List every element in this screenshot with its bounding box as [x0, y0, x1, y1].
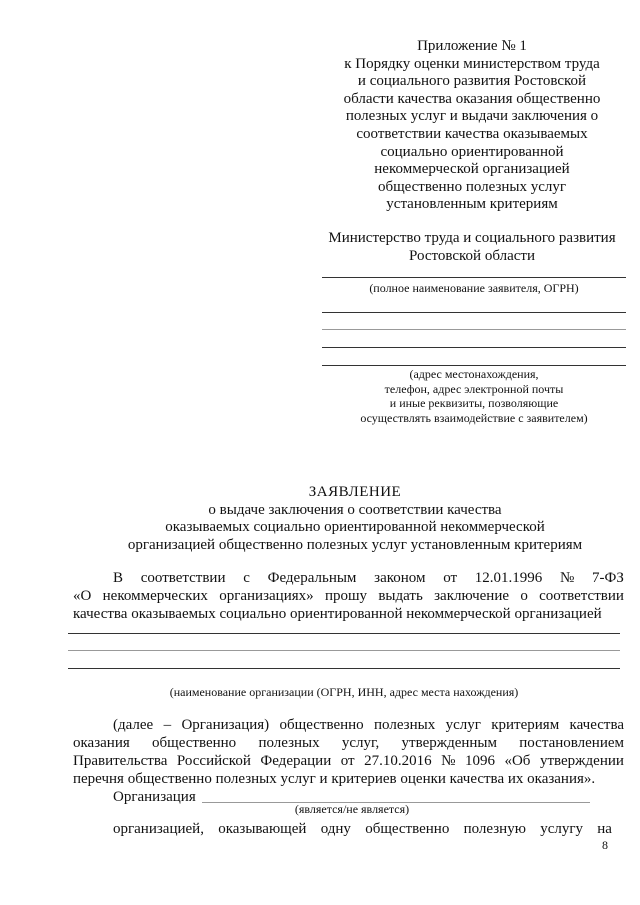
appendix-line: Приложение № 1: [417, 38, 527, 54]
org-name-line: [68, 650, 620, 651]
para2-line4: перечня общественно полезных услуг и критериев оценки качества их оказания».: [73, 771, 596, 787]
address-line: [322, 329, 626, 330]
title-line: оказываемых социально ориентированной некоммерческой: [165, 519, 545, 536]
address-line: [322, 365, 626, 366]
appendix-line: соответствии качества оказываемых: [356, 125, 588, 142]
para2-line3: Правительства Российской Федерации от 27.10.2016 № 1096 «Об утверждении: [73, 753, 624, 769]
title-line: организацией общественно полезных услуг установленным критериям: [127, 536, 583, 553]
document-heading: ЗАЯВЛЕНИЕ: [308, 484, 402, 500]
appendix-line: установленным критериям: [386, 196, 558, 213]
ministry-line: Ростовской области: [409, 247, 535, 264]
appendix-line: социально ориентированной: [380, 143, 564, 160]
appendix-line: некоммерческой организацией: [374, 161, 570, 178]
appendix-line: полезных услуг и выдачи заключения о: [345, 108, 599, 125]
appendix-line: области качества оказания общественно: [343, 90, 601, 107]
title-line: о выдаче заключения о соответствии качества: [208, 501, 502, 518]
ministry-line: Министерство труда и социального развития: [328, 230, 616, 246]
address-caption: (адрес местонахождения, телефон, адрес электронной почты и иные реквизиты, позволяющие осуществлять взаимодействие с заявителем): [360, 367, 588, 425]
addressee-ministry: [322, 230, 622, 265]
page-number: 8: [602, 838, 608, 852]
org-label: Организация: [113, 789, 196, 805]
appendix-block: [322, 38, 622, 214]
is-caption: (является/не является): [294, 802, 410, 816]
para2-line2: оказания общественно полезных услуг, утвержденным постановлением: [73, 735, 624, 751]
applicant-caption: (полное наименование заявителя, ОГРН): [369, 281, 579, 295]
document-title: [60, 484, 640, 554]
address-line: [322, 347, 626, 348]
org-name-line: [68, 633, 620, 634]
applicant-name-line: [322, 277, 626, 278]
para1-line2: «О некоммерческих организациях» прошу выдать заключение о соответствии: [73, 588, 624, 604]
appendix-line: и социального развития Ростовской: [357, 73, 587, 90]
para1-line3: качества оказываемых социально ориентированной некоммерческой организацией: [73, 606, 602, 622]
appendix-line: общественно полезных услуг: [377, 178, 567, 195]
para1-line1: В соответствии с Федеральным законом от 12.01.1996 № 7-ФЗ: [113, 570, 624, 586]
appendix-line: к Порядку оценки министерством труда: [344, 55, 600, 72]
org-caption: (наименование организации (ОГРН, ИНН, адрес места нахождения): [169, 685, 519, 699]
org-name-line: [68, 668, 620, 669]
address-line: [322, 312, 626, 313]
para2-line1: (далее – Организация) общественно полезных услуг критериям качества: [113, 717, 624, 733]
para3-line1: организацией, оказывающей одну общественно полезную услугу на: [113, 821, 612, 837]
